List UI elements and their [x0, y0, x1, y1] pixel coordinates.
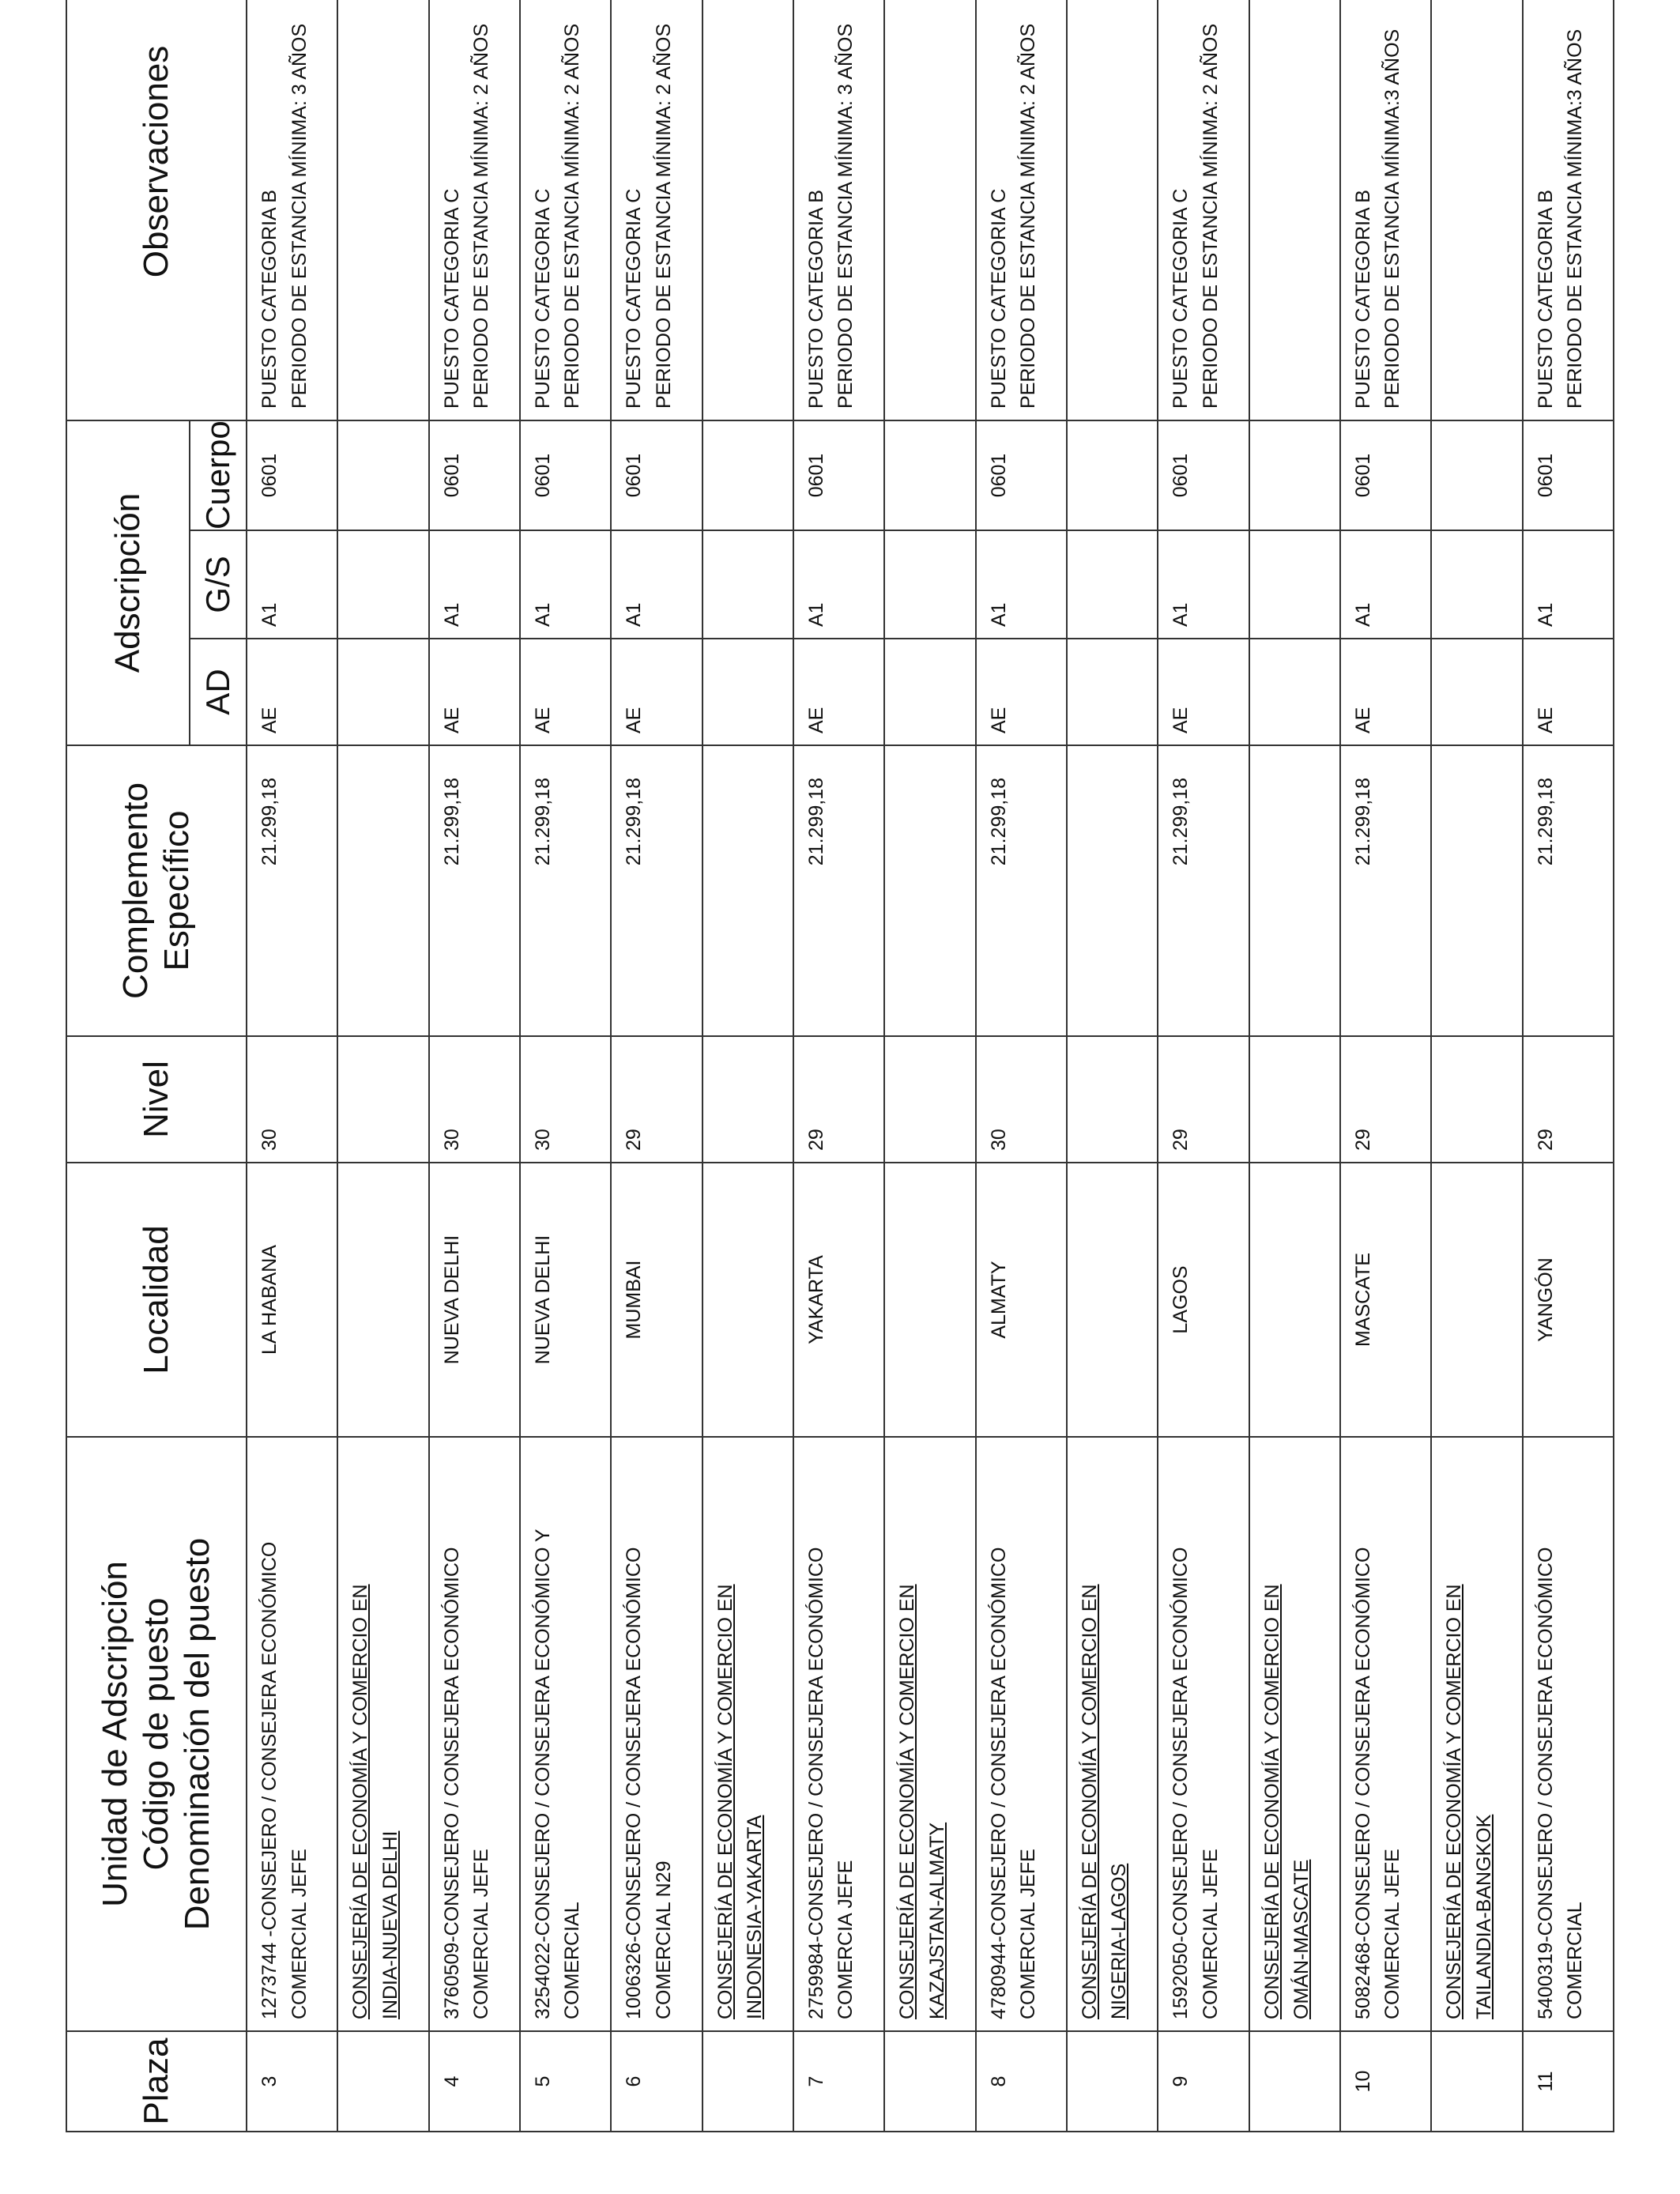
puesto-cell: 3254022-CONSEJERO / CONSEJERA ECONÓMICO Y COMERCIAL [520, 1437, 611, 2031]
ad-cell: AE [976, 639, 1067, 745]
table-row [247, 0, 337, 2132]
plaza-cell: 3 [247, 2031, 337, 2132]
cuerpo-cell: 0601 [429, 420, 520, 530]
nivel-cell: 29 [1158, 1036, 1249, 1163]
header-localidad: Localidad [66, 1163, 247, 1437]
puesto-cell: 5400319-CONSEJERO / CONSEJERA ECONÓMICO COMERCIAL [1523, 1437, 1614, 2031]
gs-cell: A1 [793, 530, 884, 639]
plaza-cell [1431, 2031, 1522, 2132]
cuerpo-cell: 0601 [611, 420, 702, 530]
localidad-cell: MUMBAI [611, 1163, 702, 1437]
complemento-cell: 21.299,18 [611, 745, 702, 1036]
nivel-cell: 29 [1340, 1036, 1431, 1163]
grupo-cell: CONSEJERÍA DE ECONOMÍA Y COMERCIO EN INDONESIA-YAKARTA [703, 1437, 793, 2031]
ad-cell: AE [1523, 639, 1614, 745]
plaza-cell: 9 [1158, 2031, 1249, 2132]
ad-cell: AE [1340, 639, 1431, 745]
gs-cell: A1 [520, 530, 611, 639]
table-row [793, 0, 884, 2132]
cuerpo-cell: 0601 [520, 420, 611, 530]
table-row [1158, 0, 1249, 2132]
header-nivel: Nivel [66, 1036, 247, 1163]
header-complemento-line1: Complemento [116, 782, 156, 999]
header-gs: G/S [190, 530, 247, 639]
puesto-cell: 5082468-CONSEJERO / CONSEJERA ECONÓMICO COMERCIAL JEFE [1340, 1437, 1431, 2031]
plaza-cell: 10 [1340, 2031, 1431, 2132]
nivel-cell: 30 [429, 1036, 520, 1163]
localidad-cell: YAKARTA [793, 1163, 884, 1437]
cuerpo-cell: 0601 [1158, 420, 1249, 530]
cuerpo-cell: 0601 [1340, 420, 1431, 530]
puesto-cell: 4780944-CONSEJERO / CONSEJERA ECONÓMICO COMERCIAL JEFE [976, 1437, 1067, 2031]
plaza-cell [1067, 2031, 1158, 2132]
localidad-cell: MASCATE [1340, 1163, 1431, 1437]
observaciones-cell: PUESTO CATEGORIA B PERIODO DE ESTANCIA MÍNIMA: 3 AÑOS [793, 0, 884, 420]
localidad-cell: ALMATY [976, 1163, 1067, 1437]
puesto-cell: 1006326-CONSEJERO / CONSEJERA ECONÓMICO COMERCIAL N29 [611, 1437, 702, 2031]
nivel-cell: 29 [611, 1036, 702, 1163]
complemento-cell: 21.299,18 [1340, 745, 1431, 1036]
observaciones-cell: PUESTO CATEGORIA C PERIODO DE ESTANCIA MÍNIMA: 2 AÑOS [429, 0, 520, 420]
observaciones-cell: PUESTO CATEGORIA C PERIODO DE ESTANCIA MÍNIMA: 2 AÑOS [520, 0, 611, 420]
plaza-cell [1249, 2031, 1340, 2132]
cuerpo-cell: 0601 [1523, 420, 1614, 530]
header-unidad-line2: Código de puesto [137, 1597, 176, 1871]
puesto-cell: 1273744 -CONSEJERO / CONSEJERA ECONÓMICO COMERCIAL JEFE [247, 1437, 337, 2031]
ad-cell: AE [611, 639, 702, 745]
gs-cell: A1 [976, 530, 1067, 639]
observaciones-cell: PUESTO CATEGORIA C PERIODO DE ESTANCIA MÍNIMA: 2 AÑOS [1158, 0, 1249, 420]
header-observaciones: Observaciones [66, 0, 247, 420]
plaza-cell: 5 [520, 2031, 611, 2132]
group-row [1067, 0, 1158, 2132]
complemento-cell: 21.299,18 [793, 745, 884, 1036]
localidad-cell: NUEVA DELHI [429, 1163, 520, 1437]
observaciones-cell: PUESTO CATEGORIA B PERIODO DE ESTANCIA MÍNIMA:3 AÑOS [1523, 0, 1614, 420]
table-row [520, 0, 611, 2132]
complemento-cell: 21.299,18 [1523, 745, 1614, 1036]
observaciones-cell: PUESTO CATEGORIA B PERIODO DE ESTANCIA MÍNIMA: 3 AÑOS [247, 0, 337, 420]
cuerpo-cell: 0601 [247, 420, 337, 530]
header-adscripcion: Adscripción [66, 420, 190, 745]
ad-cell: AE [1158, 639, 1249, 745]
complemento-cell: 21.299,18 [429, 745, 520, 1036]
nivel-cell: 30 [247, 1036, 337, 1163]
plaza-cell: 8 [976, 2031, 1067, 2132]
plaza-cell [884, 2031, 975, 2132]
group-row [337, 0, 428, 2132]
localidad-cell: LA HABANA [247, 1163, 337, 1437]
grupo-cell: CONSEJERÍA DE ECONOMÍA Y COMERCIO EN OMÁN-MASCATE [1249, 1437, 1340, 2031]
puesto-cell: 1592050-CONSEJERO / CONSEJERA ECONÓMICO COMERCIAL JEFE [1158, 1437, 1249, 2031]
header-complemento-line2: Específico [157, 810, 196, 971]
table-row [1340, 0, 1431, 2132]
grupo-cell: CONSEJERÍA DE ECONOMÍA Y COMERCIO EN INDIA-NUEVA DELHI [337, 1437, 428, 2031]
gs-cell: A1 [611, 530, 702, 639]
rotated-page [66, 23, 1614, 2132]
plaza-cell: 11 [1523, 2031, 1614, 2132]
puesto-cell: 2759984-CONSEJERO / CONSEJERA ECONÓMICO COMERCIA JEFE [793, 1437, 884, 2031]
table-row [611, 0, 702, 2132]
complemento-cell: 21.299,18 [1158, 745, 1249, 1036]
header-complemento [66, 745, 247, 1036]
localidad-cell: NUEVA DELHI [520, 1163, 611, 1437]
complemento-cell: 21.299,18 [520, 745, 611, 1036]
plaza-cell: 7 [793, 2031, 884, 2132]
grupo-cell: CONSEJERÍA DE ECONOMÍA Y COMERCIO EN NIGERIA-LAGOS [1067, 1437, 1158, 2031]
observaciones-cell: PUESTO CATEGORIA C PERIODO DE ESTANCIA MÍNIMA: 2 AÑOS [976, 0, 1067, 420]
header-unidad-line3: Denominación del puesto [177, 1537, 217, 1931]
group-row [884, 0, 975, 2132]
table-row [429, 0, 520, 2132]
header-ad: AD [190, 639, 247, 745]
ad-cell: AE [429, 639, 520, 745]
observaciones-cell: PUESTO CATEGORIA C PERIODO DE ESTANCIA MÍNIMA: 2 AÑOS [611, 0, 702, 420]
ad-cell: AE [793, 639, 884, 745]
gs-cell: A1 [1158, 530, 1249, 639]
plaza-cell [703, 2031, 793, 2132]
nivel-cell: 30 [520, 1036, 611, 1163]
gs-cell: A1 [429, 530, 520, 639]
grupo-cell: CONSEJERÍA DE ECONOMÍA Y COMERCIO EN KAZAJSTAN-ALMATY [884, 1437, 975, 2031]
ad-cell: AE [520, 639, 611, 745]
complemento-cell: 21.299,18 [247, 745, 337, 1036]
complemento-cell: 21.299,18 [976, 745, 1067, 1036]
group-row [703, 0, 793, 2132]
puesto-cell: 3760509-CONSEJERO / CONSEJERA ECONÓMICO COMERCIAL JEFE [429, 1437, 520, 2031]
table-row [976, 0, 1067, 2132]
header-unidad [66, 1437, 247, 2031]
nivel-cell: 29 [1523, 1036, 1614, 1163]
grupo-cell: CONSEJERÍA DE ECONOMÍA Y COMERCIO EN TAILANDIA-BANGKOK [1431, 1437, 1522, 2031]
group-row [1249, 0, 1340, 2132]
nivel-cell: 30 [976, 1036, 1067, 1163]
gs-cell: A1 [247, 530, 337, 639]
cuerpo-cell: 0601 [793, 420, 884, 530]
group-row [1431, 0, 1522, 2132]
plaza-cell [337, 2031, 428, 2132]
gs-cell: A1 [1523, 530, 1614, 639]
header-unidad-line1: Unidad de Adscripción [96, 1561, 135, 1907]
gs-cell: A1 [1340, 530, 1431, 639]
cuerpo-cell: 0601 [976, 420, 1067, 530]
localidad-cell: YANGÓN [1523, 1163, 1614, 1437]
table-row [1523, 0, 1614, 2132]
plazas-table [66, 0, 1614, 2132]
header-plaza: Plaza [66, 2031, 247, 2132]
localidad-cell: LAGOS [1158, 1163, 1249, 1437]
header-cuerpo: Cuerpo [190, 420, 247, 530]
ad-cell: AE [247, 639, 337, 745]
observaciones-cell: PUESTO CATEGORIA B PERIODO DE ESTANCIA MÍNIMA:3 AÑOS [1340, 0, 1431, 420]
plaza-cell: 6 [611, 2031, 702, 2132]
plaza-cell: 4 [429, 2031, 520, 2132]
nivel-cell: 29 [793, 1036, 884, 1163]
